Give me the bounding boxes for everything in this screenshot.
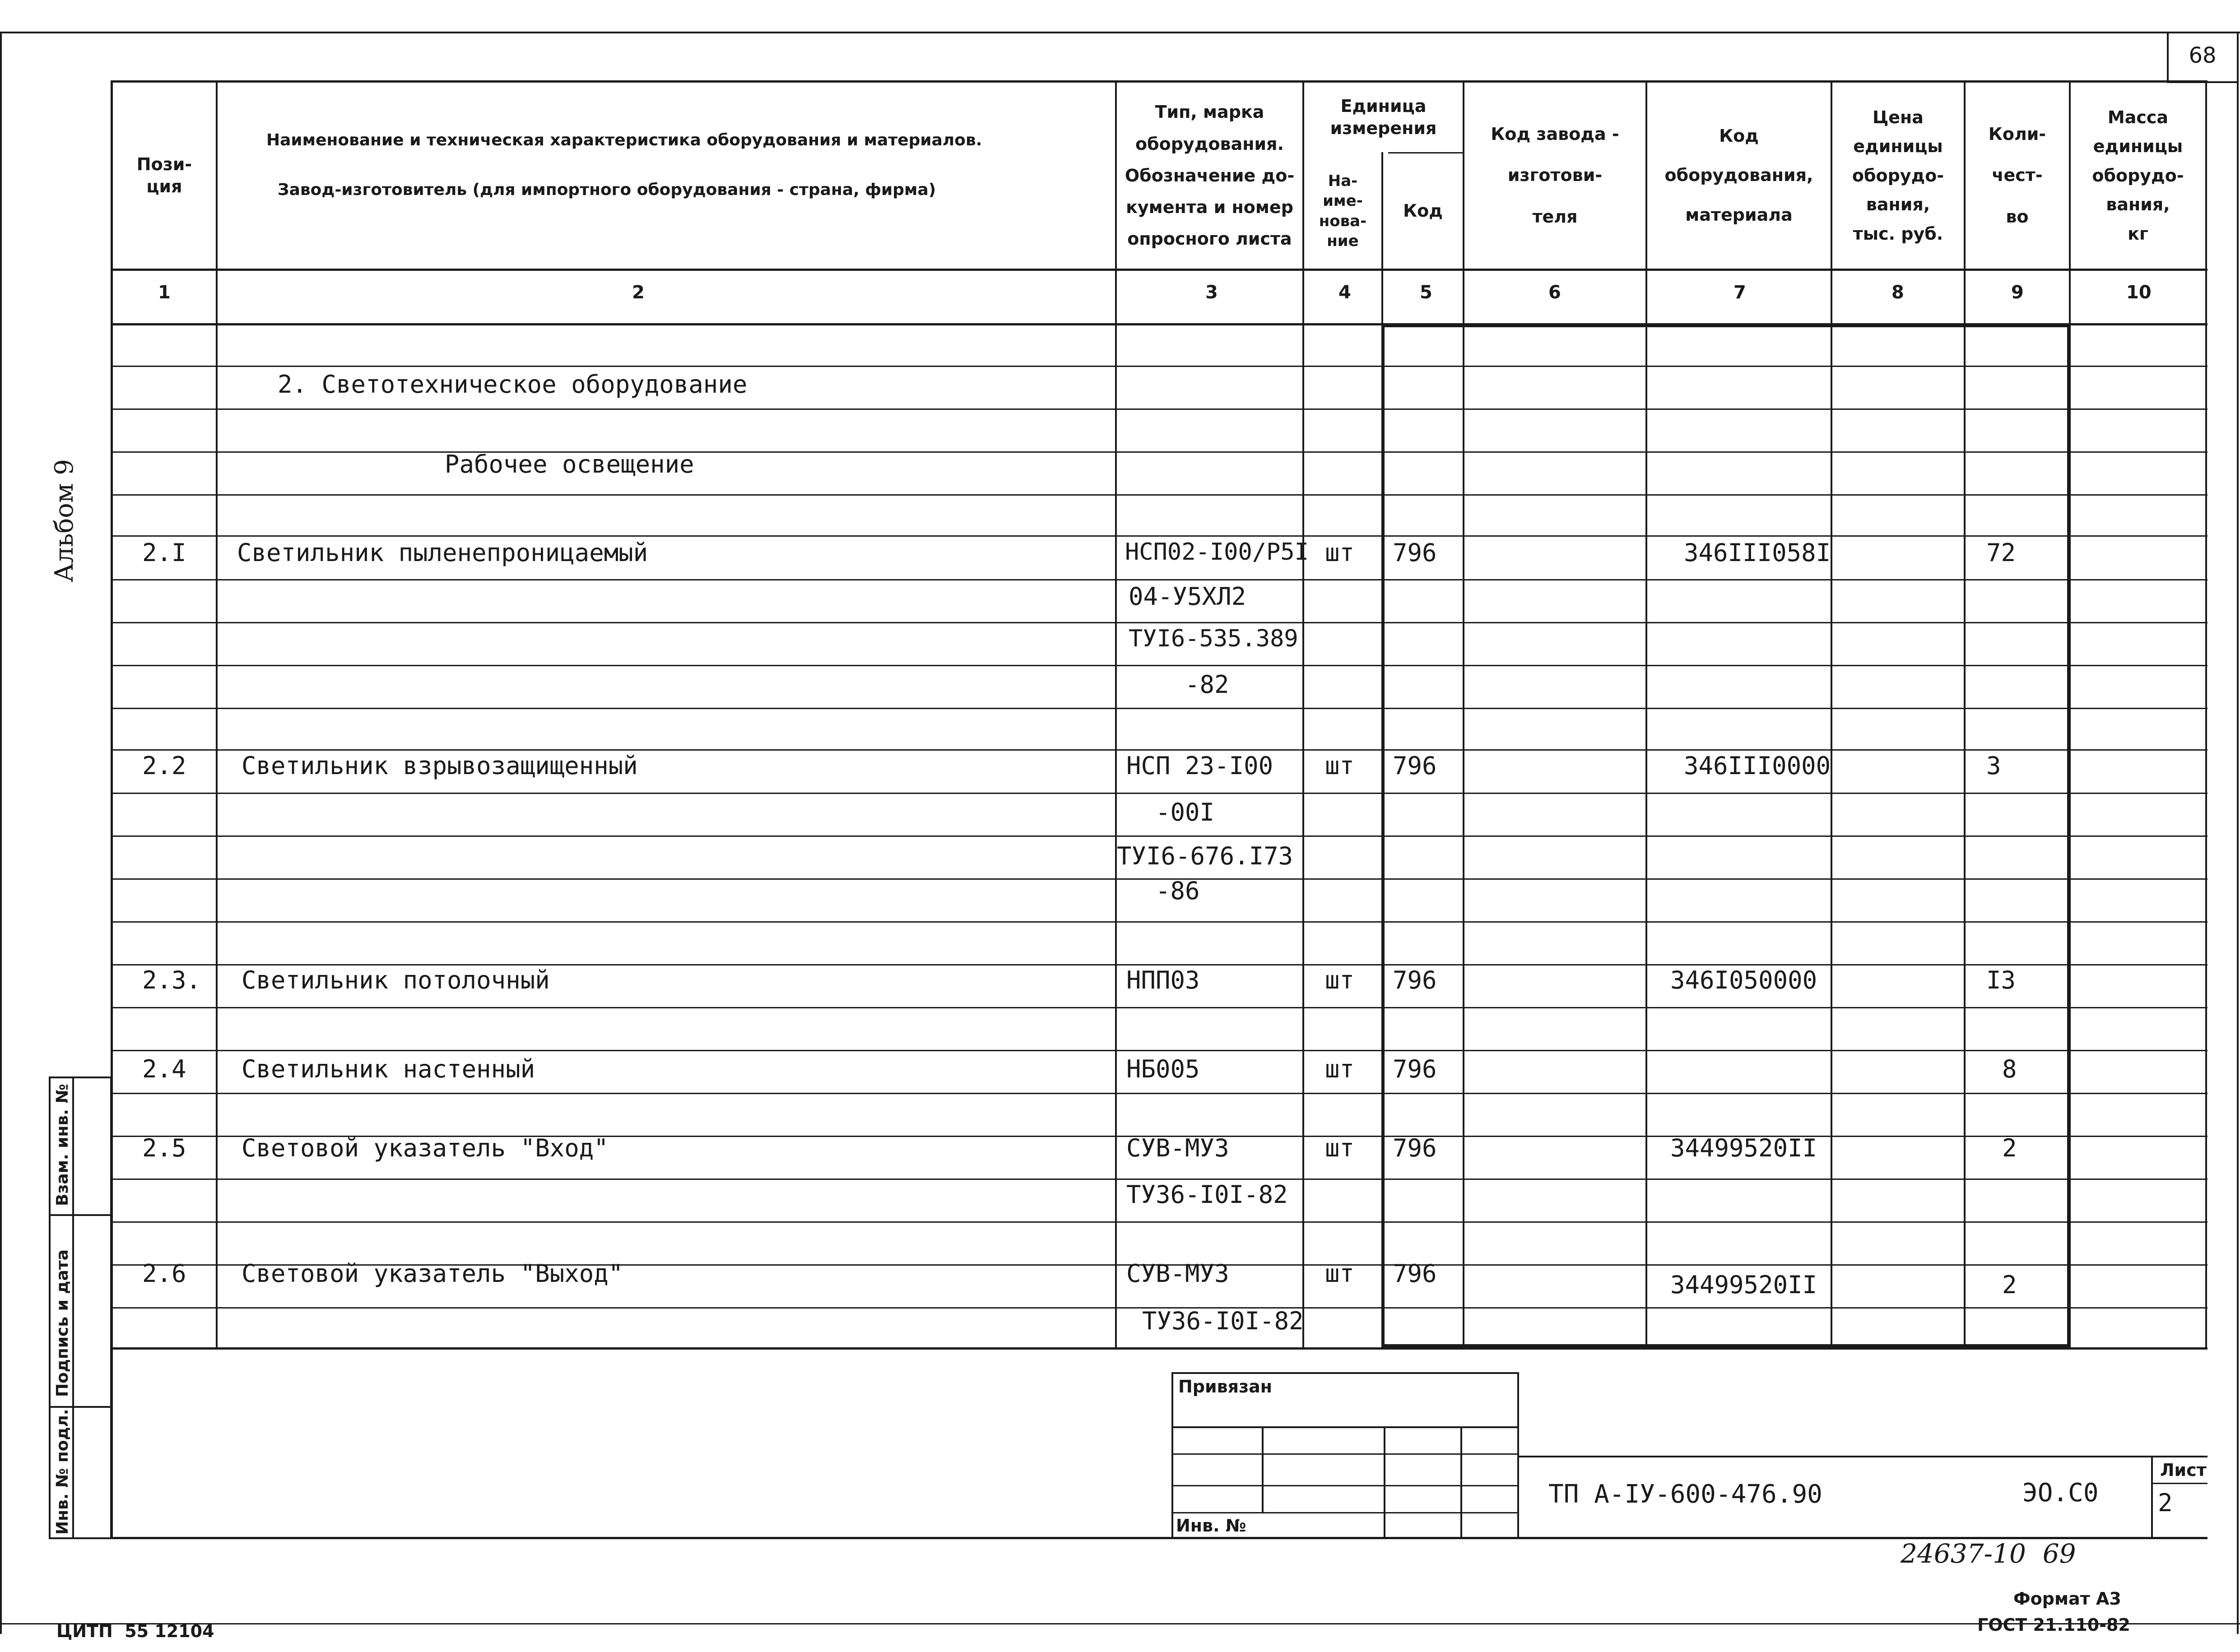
item-type-line: СУВ-МУЗ (1126, 1134, 1229, 1162)
sheet-label: Лист (2160, 1460, 2207, 1480)
privyazan-vline (1262, 1426, 1264, 1512)
format-label: Формат А3 (2013, 1589, 2121, 1609)
privyazan-line (1171, 1453, 1519, 1455)
side-stamp-row-line (49, 1214, 112, 1216)
gost-label: ГОСТ 21.110-82 (1977, 1615, 2130, 1635)
item-equipment-code: 346III0000 (1684, 752, 1831, 780)
header-quantity: Коли- чест- во (1988, 124, 2046, 227)
item-quantity: 3 (1986, 752, 2001, 780)
frame-top-line (0, 32, 2240, 33)
col-line (1302, 80, 1304, 1349)
header-unit-name: На- име- нова- ние (1319, 172, 1367, 250)
header-name-line1: Наименование и техническая характеристика оборудования и материалов. (266, 131, 982, 149)
col-line (1115, 80, 1117, 1349)
item-type-line: ТУ36-I0I-82 (1126, 1180, 1288, 1209)
document-code: ТП А-IУ-600-476.90 (1548, 1480, 1822, 1509)
item-unit: шт (1325, 966, 1355, 994)
item-position: 2.2 (142, 752, 186, 780)
colnum-6: 6 (1548, 282, 1561, 303)
item-type-line: ТУI6-535.389 (1129, 625, 1298, 652)
item-equipment-code: 346III058I (1684, 538, 1831, 567)
item-unit-code: 796 (1393, 1259, 1437, 1288)
colnum-10: 10 (2126, 282, 2152, 303)
privyazan-line (1171, 1426, 1519, 1428)
body-bold-frame (1381, 324, 2070, 1347)
frame-left-line (0, 32, 2, 1634)
colnum-3: 3 (1205, 282, 1218, 303)
frame-bottom-line (0, 1623, 2240, 1624)
item-type-line: СУВ-МУЗ (1126, 1259, 1229, 1288)
item-type-line: ТУ36-I0I-82 (1142, 1307, 1304, 1335)
item-name: Световой указатель "Вход" (242, 1134, 609, 1162)
item-position: 2.5 (142, 1134, 186, 1162)
item-name: Светильник потолочный (242, 966, 550, 994)
item-quantity: I3 (1986, 966, 2016, 994)
item-unit: шт (1325, 1259, 1355, 1288)
item-position: 2.4 (142, 1055, 186, 1083)
header-factory-code: Код завода - изготови- теля (1491, 124, 1619, 227)
item-unit-code: 796 (1393, 966, 1437, 994)
header-unit-group: Единица измерения (1330, 96, 1437, 138)
header-name-line2: Завод-изготовитель (для импортного оборудования - страна, фирма) (278, 181, 936, 199)
side-label-podpis: Подпись и дата (53, 1249, 72, 1397)
item-quantity: 2 (2002, 1134, 2017, 1162)
table-body-bottom-line (111, 1347, 2207, 1350)
item-name: Светильник настенный (242, 1055, 535, 1083)
item-name: Светильник взрывозащищенный (242, 752, 638, 780)
colnum-9: 9 (2011, 282, 2024, 303)
item-position: 2.I (142, 538, 186, 567)
colnum-2: 2 (632, 282, 645, 303)
item-unit-code: 796 (1393, 1134, 1437, 1162)
item-unit-code: 796 (1393, 538, 1437, 567)
header-equipment-code: Код оборудования, материала (1664, 125, 1813, 225)
page-number: 68 (2189, 43, 2217, 68)
item-unit: шт (1325, 752, 1355, 780)
item-quantity: 2 (2002, 1271, 2017, 1299)
item-unit: шт (1325, 1055, 1355, 1083)
privyazan-block (1171, 1372, 1519, 1539)
item-quantity: 8 (2002, 1055, 2017, 1083)
item-unit-code: 796 (1393, 1055, 1437, 1083)
inv-no-label: Инв. № (1176, 1516, 1246, 1536)
item-name: Светильник пыленепроницаемый (237, 538, 648, 567)
item-unit: шт (1325, 538, 1355, 567)
header-position: Пози- ция (136, 154, 192, 196)
item-position: 2.3. (142, 966, 201, 994)
item-type-line: НСП 23-I00 (1126, 752, 1273, 780)
colnum-4: 4 (1338, 282, 1351, 303)
header-unit-code: Код (1403, 200, 1443, 221)
side-label-vzam: Взам. инв. № (53, 1084, 72, 1206)
header-mass: Масса единицы оборудо- вания, кг (2092, 107, 2184, 244)
item-unit-code: 796 (1393, 752, 1437, 780)
item-position: 2.6 (142, 1259, 186, 1288)
colnum-1: 1 (158, 282, 171, 303)
item-type-line: НСП02-I00/Р5I (1125, 538, 1309, 566)
privyazan-line (1171, 1485, 1519, 1486)
item-type-line: 04-У5ХЛ2 (1129, 582, 1246, 611)
item-equipment-code: 34499520II (1670, 1134, 1817, 1162)
side-stamp-row-line (49, 1406, 112, 1408)
doc-code-top-line (1519, 1456, 2207, 1457)
album-label: Альбом 9 (50, 459, 79, 582)
colnum-5: 5 (1420, 282, 1432, 303)
item-equipment-code: 34499520II (1670, 1271, 1817, 1299)
privyazan-vline (1460, 1426, 1462, 1539)
privyazan-label: Привязан (1178, 1377, 1273, 1397)
item-type-line: -86 (1156, 877, 1200, 905)
handwritten-number: 24637-10 69 (1901, 1538, 2076, 1569)
header-price: Цена единицы оборудо- вания, тыс. руб. (1852, 107, 1944, 244)
privyazan-line (1171, 1512, 1519, 1513)
title-block-bottom-line (111, 1537, 2207, 1539)
sheet-box-split (2151, 1483, 2207, 1484)
item-type-line: НБ005 (1126, 1055, 1200, 1083)
subsection-title: Рабочее освещение (445, 450, 694, 478)
col-line-right (2205, 80, 2207, 1349)
sheet-box-left (2151, 1456, 2153, 1539)
item-type-line: НПП03 (1126, 966, 1200, 994)
item-equipment-code: 346I050000 (1670, 966, 1817, 994)
sheet-code: ЭО.С0 (2022, 1478, 2099, 1508)
frame-right-line (2237, 32, 2239, 1634)
item-type-line: ТУI6-676.I73 (1117, 842, 1293, 870)
colnum-7: 7 (1733, 282, 1746, 303)
item-unit: шт (1325, 1134, 1355, 1162)
header-bottom-line (111, 269, 2207, 271)
side-label-inv-podl: Инв. № подл. (53, 1409, 72, 1535)
side-stamp-divider (72, 1077, 74, 1539)
item-type-line: -82 (1185, 670, 1229, 699)
item-name: Световой указатель "Выход" (242, 1259, 623, 1288)
col-line (216, 80, 218, 1349)
item-type-line: -00I (1156, 798, 1215, 826)
privyazan-vline (1384, 1426, 1385, 1539)
citp-label: ЦИТП 55 12104 (56, 1621, 214, 1641)
item-quantity: 72 (1986, 538, 2016, 567)
sheet-number: 2 (2158, 1489, 2173, 1517)
header-type: Тип, марка оборудования. Обозначение до- кумента и номер опросного листа (1125, 102, 1295, 249)
colnum-8: 8 (1891, 282, 1904, 303)
section-title: 2. Светотехническое оборудование (278, 370, 748, 399)
